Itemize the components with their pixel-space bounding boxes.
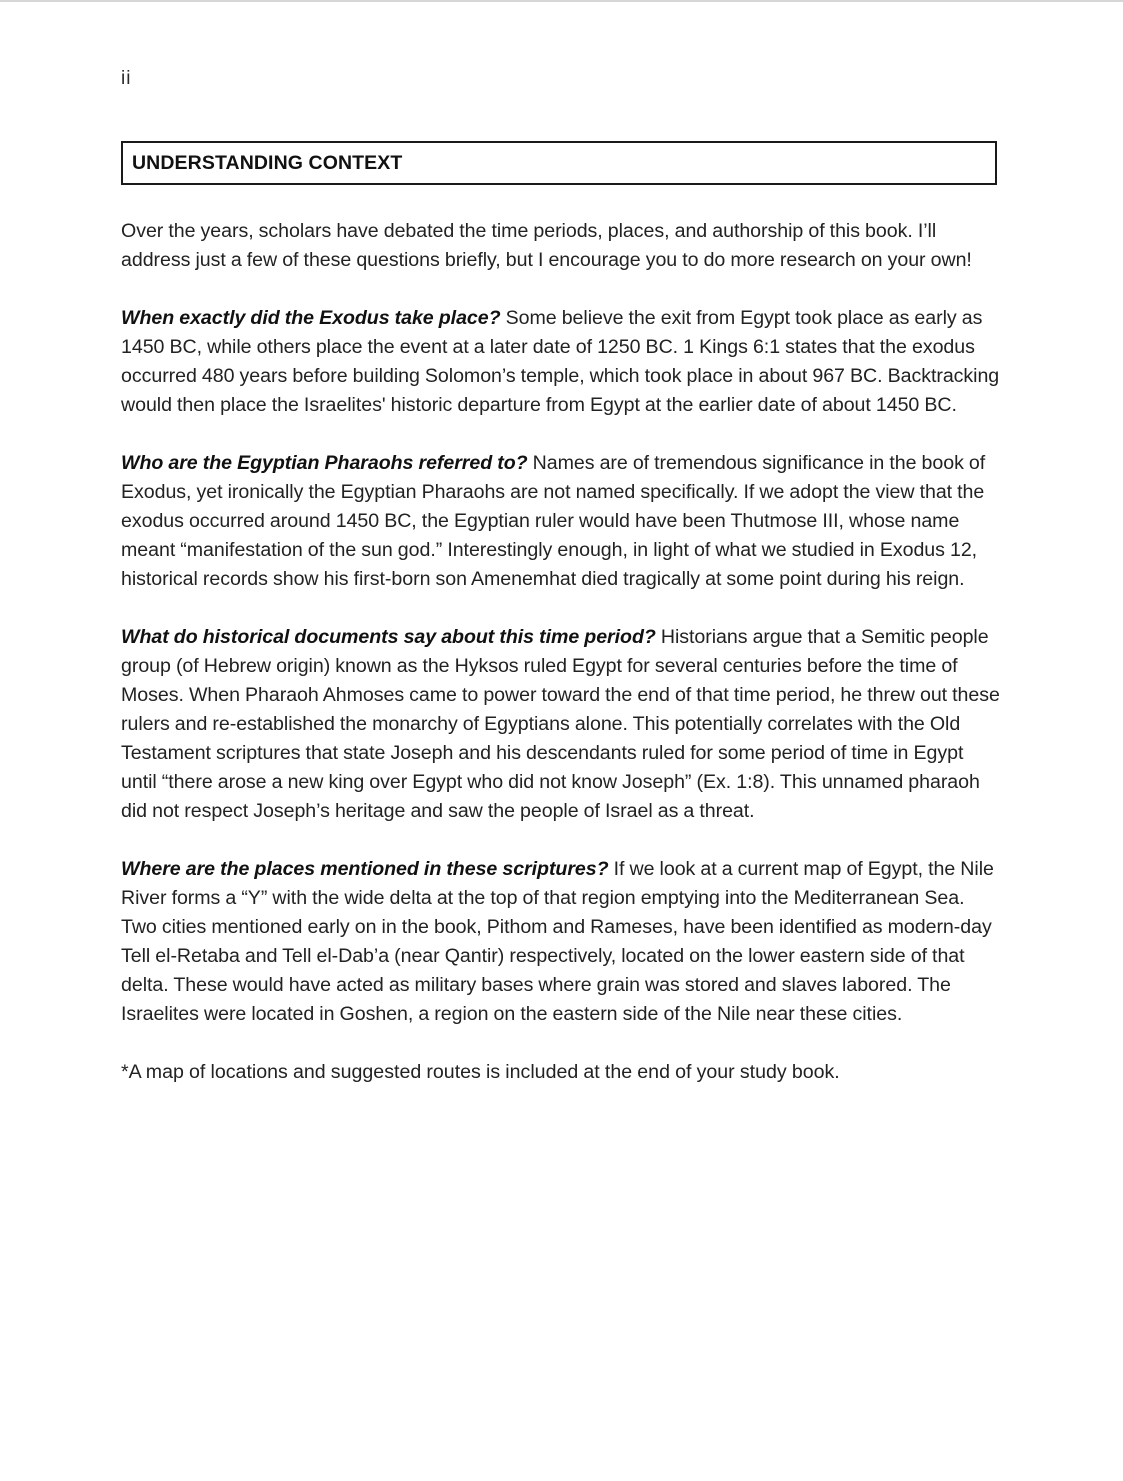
- question-heading: When exactly did the Exodus take place?: [121, 307, 501, 329]
- section-header-box: [121, 141, 997, 185]
- question-paragraph-exodus-date: [121, 304, 1001, 420]
- footnote: *A map of locations and suggested routes is included at the end of your study book.: [121, 1061, 840, 1083]
- page-number: ii: [121, 68, 132, 89]
- question-paragraph-historical-documents: [121, 623, 1001, 826]
- question-heading: Who are the Egyptian Pharaohs referred to?: [121, 452, 528, 474]
- question-answer: If we look at a current map of Egypt, the Nile River forms a “Y” with the wide delta at the top of that region emptying into the Mediterranean Sea. Two cities mentioned early on in the book, Pithom and Rameses, have been identified as modern-day Tell el-Retaba and Tell el-Dab’a (near Qantir) respectively, located on the lower eastern side of that delta. These would have acted as military bases where grain was stored and slaves labored. The Israelites were located in Goshen, a region on the eastern side of the Nile near these cities.: [121, 858, 994, 1025]
- document-body: [121, 217, 1001, 1087]
- intro-paragraph: Over the years, scholars have debated the time periods, places, and authorship of this book. I’ll address just a few of these questions briefly, but I encourage you to do more research on your own!: [121, 220, 972, 271]
- page-top-border: [0, 0, 1123, 2]
- question-heading: Where are the places mentioned in these scriptures?: [121, 858, 609, 880]
- question-heading: What do historical documents say about this time period?: [121, 626, 656, 648]
- question-paragraph-places: [121, 855, 1001, 1029]
- question-answer: Some believe the exit from Egypt took place as early as 1450 BC, while others place the event at a later date of 1250 BC. 1 Kings 6:1 states that the exodus occurred 480 years before building Solomon’s temple, which took place in about 967 BC. Backtracking would then place the Israelites' historic departure from Egypt at the earlier date of about 1450 BC.: [121, 307, 1000, 416]
- section-title: UNDERSTANDING CONTEXT: [132, 151, 403, 174]
- question-paragraph-pharaohs: [121, 449, 1001, 594]
- question-answer: Names are of tremendous significance in the book of Exodus, yet ironically the Egyptian Pharaohs are not named specifically. If we adopt the view that the exodus occurred around 1450 BC, the Egyptian ruler would have been Thutmose III, whose name meant “manifestation of the sun god.” Interestingly enough, in light of what we studied in Exodus 12, historical records show his first-born son Amenemhat died tragically at some point during his reign.: [121, 452, 986, 590]
- question-answer: Historians argue that a Semitic people group (of Hebrew origin) known as the Hyksos ruled Egypt for several centuries before the time of Moses. When Pharaoh Ahmoses came to power toward the end of that time period, he threw out these rulers and re-established the monarchy of Egyptians alone. This potentially correlates with the Old Testament scriptures that state Joseph and his descendants ruled for some period of time in Egypt until “there arose a new king over Egypt who did not know Joseph” (Ex. 1:8). This unnamed pharaoh did not respect Joseph’s heritage and saw the people of Israel as a threat.: [121, 626, 1000, 822]
